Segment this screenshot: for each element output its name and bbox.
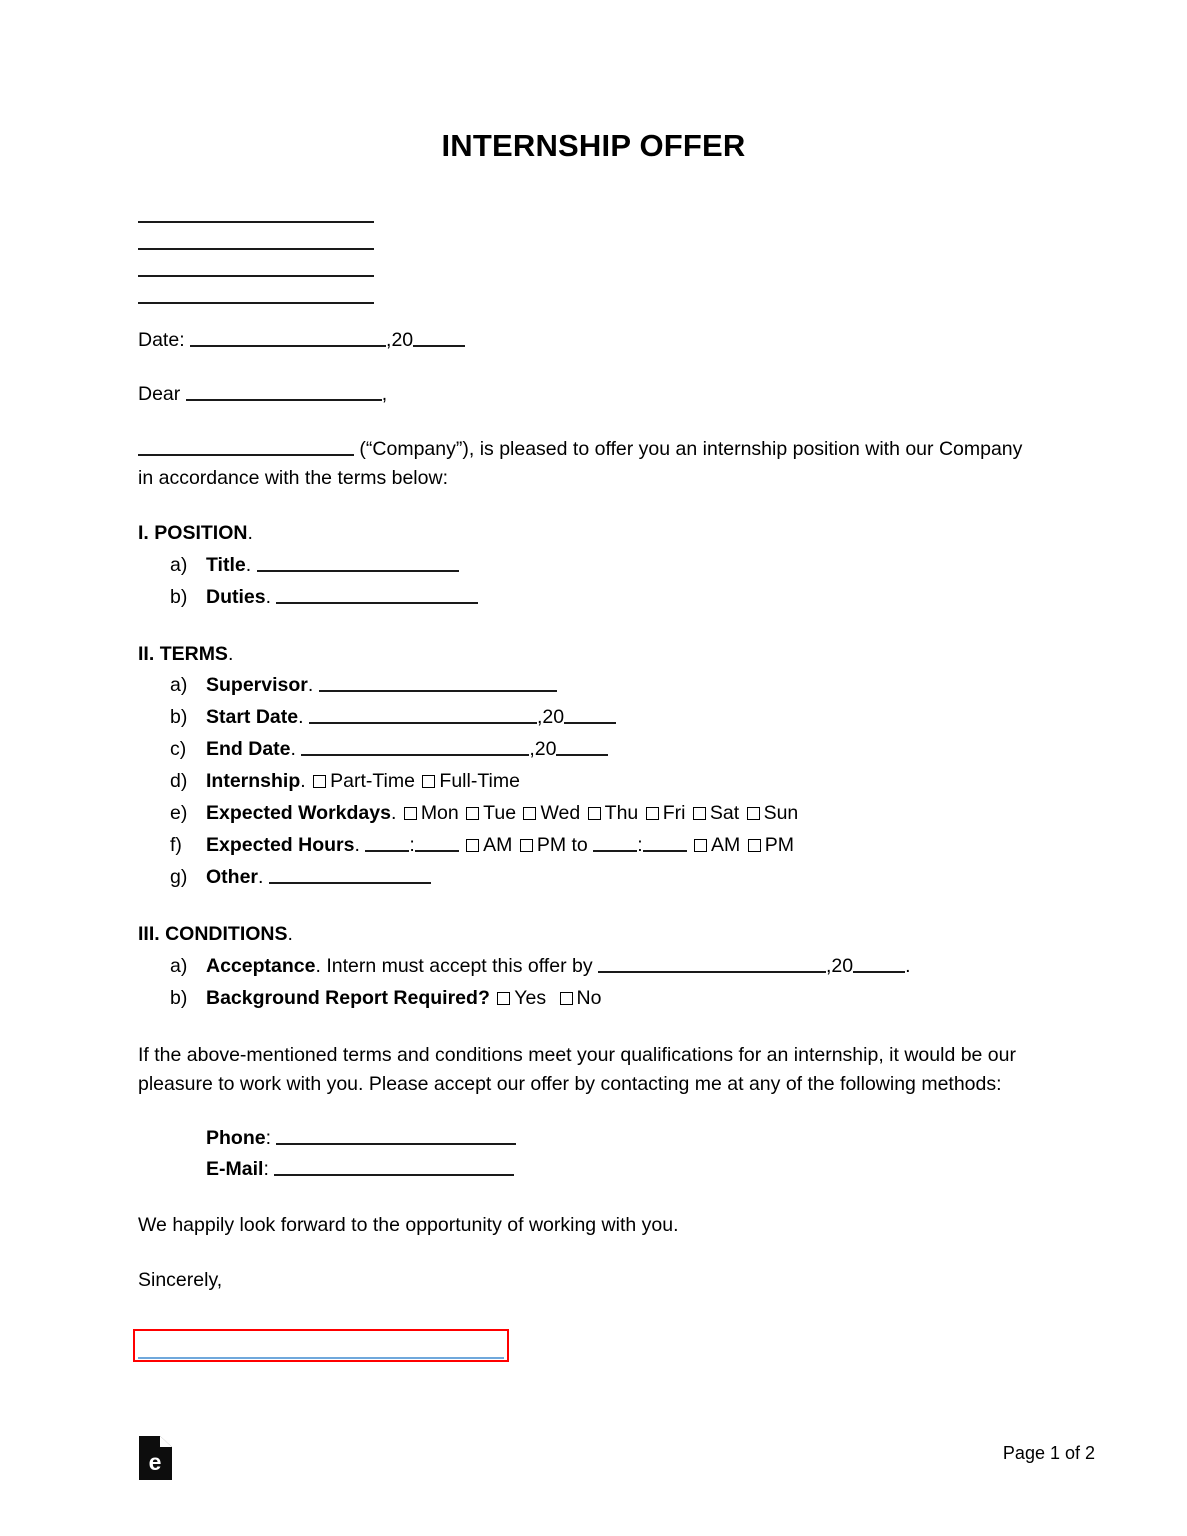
conditions-item-list (138, 951, 1038, 1015)
address-line-1[interactable] (138, 196, 374, 223)
item-marker: g) (170, 866, 188, 889)
item-label: Acceptance (206, 954, 316, 977)
item-marker: b) (170, 706, 188, 729)
checkbox-part-time[interactable] (313, 775, 326, 788)
svg-text:e: e (148, 1449, 162, 1475)
item-label: Start Date (206, 706, 299, 729)
checkbox-label-start-am: AM (483, 834, 513, 857)
acceptance-text: Intern must accept this offer by (326, 954, 593, 977)
title-input[interactable] (257, 552, 459, 572)
date-row (138, 326, 1038, 354)
email-input[interactable] (274, 1156, 514, 1176)
checkbox-start-am[interactable] (466, 839, 479, 852)
checkbox-label-sat: Sat (709, 802, 740, 825)
checkbox-background-yes[interactable] (497, 992, 510, 1005)
sender-address-block (138, 196, 1038, 304)
supervisor-input[interactable] (319, 672, 557, 692)
contact-row-phone (206, 1123, 1038, 1154)
eforms-logo-icon (139, 1436, 172, 1480)
start-date-year-prefix: ,20 (536, 706, 565, 729)
checkbox-label-fri: Fri (662, 802, 686, 825)
forward-line: We happily look forward to the opportunity of working with you. (138, 1213, 679, 1236)
checkbox-end-am[interactable] (694, 839, 707, 852)
list-item-background-report (138, 983, 1038, 1015)
item-marker: a) (170, 674, 188, 697)
company-name-input[interactable] (138, 436, 354, 456)
date-input[interactable] (190, 327, 386, 347)
time-separator-start: : (409, 834, 415, 857)
list-item-title (138, 550, 1038, 582)
item-period: . (390, 802, 397, 825)
item-marker: a) (170, 553, 188, 576)
start-hour-input[interactable] (365, 832, 409, 852)
item-label: Title (206, 553, 246, 576)
position-item-list (138, 550, 1038, 614)
closing-paragraph: If the above-mentioned terms and conditions meet your qualifications for an internship, it would be our pleasure to work with you. Please accept our offer by contacting me at any of the following methods: (138, 1043, 1016, 1095)
end-date-input[interactable] (301, 736, 529, 756)
checkbox-start-pm[interactable] (520, 839, 533, 852)
start-date-year-input[interactable] (564, 704, 616, 724)
list-item-other (138, 862, 1038, 894)
duties-input[interactable] (276, 584, 478, 604)
item-period: . (290, 738, 296, 761)
phone-input[interactable] (276, 1125, 516, 1145)
checkbox-label-wed: Wed (540, 802, 581, 825)
item-marker: b) (170, 986, 188, 1009)
item-marker: d) (170, 770, 188, 793)
sign-off: Sincerely, (138, 1268, 223, 1291)
checkbox-mon[interactable] (404, 807, 417, 820)
item-period: . (300, 770, 306, 793)
acceptance-trailing: . (905, 954, 911, 977)
salutation-row (138, 380, 1038, 408)
page-number: Page 1 of 2 (1002, 1443, 1095, 1463)
contact-row-email (206, 1154, 1038, 1185)
checkbox-background-no[interactable] (560, 992, 573, 1005)
end-date-year-prefix: ,20 (529, 738, 557, 761)
checkbox-full-time[interactable] (422, 775, 435, 788)
list-item-start-date (138, 702, 1038, 734)
other-input[interactable] (269, 864, 431, 884)
checkbox-label-sun: Sun (763, 802, 799, 825)
email-label: E-Mail (206, 1157, 264, 1180)
phone-label: Phone (206, 1127, 266, 1149)
time-separator-end: : (637, 834, 643, 857)
checkbox-label-mon: Mon (420, 802, 459, 825)
checkbox-fri[interactable] (646, 807, 659, 820)
page-title: INTERNSHIP OFFER (441, 128, 746, 163)
checkbox-label-start-pm: PM (536, 834, 567, 857)
item-period: . (315, 954, 321, 977)
spacer (138, 354, 1038, 380)
item-marker: a) (170, 954, 188, 977)
end-date-year-input[interactable] (556, 736, 608, 756)
recipient-name-input[interactable] (186, 382, 382, 402)
item-marker: f) (170, 834, 182, 857)
start-minute-input[interactable] (415, 832, 459, 852)
list-item-acceptance (138, 951, 1038, 983)
section-heading-terms (138, 640, 1038, 668)
list-item-end-date (138, 734, 1038, 766)
item-label: Background Report Required? (206, 986, 490, 1009)
section-number: III. (138, 923, 160, 946)
item-marker: e) (170, 802, 188, 825)
time-connector: to (571, 834, 588, 857)
list-item-expected-hours (138, 830, 1038, 862)
section-title: TERMS (159, 642, 228, 665)
signature-area (138, 1329, 1038, 1369)
checkbox-thu[interactable] (588, 807, 601, 820)
section-period: . (227, 642, 234, 665)
checkbox-label-no: No (576, 986, 602, 1009)
intro-text: (“Company”), is pleased to offer you an internship position with our Company in accordance with the terms below: (138, 437, 1023, 490)
salutation-comma: , (381, 383, 388, 406)
intro-paragraph (138, 435, 1038, 494)
end-hour-input[interactable] (593, 832, 637, 852)
address-line-2[interactable] (138, 223, 374, 250)
checkbox-label-end-pm: PM (764, 834, 794, 857)
contact-block (206, 1123, 1038, 1185)
section-number: II. (138, 642, 155, 665)
phone-colon: : (265, 1127, 272, 1149)
address-line-4[interactable] (138, 277, 374, 304)
date-year-input[interactable] (413, 327, 465, 347)
item-period: . (307, 674, 314, 697)
checkbox-tue[interactable] (466, 807, 479, 820)
signature-field[interactable] (133, 1329, 509, 1362)
section-title: POSITION (154, 522, 248, 545)
date-label: Date: (138, 329, 185, 351)
section-heading-conditions (138, 920, 1038, 948)
section-period: . (287, 923, 293, 946)
spacer (138, 409, 1038, 435)
start-date-input[interactable] (309, 704, 537, 724)
email-colon: : (263, 1157, 269, 1180)
acceptance-year-input[interactable] (853, 953, 905, 973)
list-item-expected-workdays (138, 798, 1038, 830)
checkbox-end-pm[interactable] (748, 839, 761, 852)
salutation-label: Dear (138, 383, 181, 406)
checkbox-label-yes: Yes (514, 986, 547, 1009)
item-label: End Date (206, 738, 291, 761)
list-item-internship-type (138, 766, 1038, 798)
item-period: . (258, 866, 264, 889)
list-item-duties (138, 582, 1038, 614)
item-marker: c) (170, 738, 187, 761)
section-heading-position (138, 519, 1038, 547)
section-title: CONDITIONS (165, 923, 288, 946)
checkbox-label-end-am: AM (711, 834, 741, 857)
item-label: Internship (206, 770, 301, 793)
checkbox-label-full-time: Full-Time (439, 770, 520, 793)
item-label: Supervisor (206, 674, 308, 697)
item-period: . (298, 706, 304, 729)
section-period: . (247, 522, 253, 545)
checkbox-label-part-time: Part-Time (330, 770, 415, 793)
item-label: Duties (206, 585, 266, 608)
item-period: . (245, 553, 252, 576)
checkbox-sat[interactable] (693, 807, 706, 820)
signature-underline (138, 1357, 504, 1359)
document-body (138, 196, 1038, 1369)
date-year-prefix: ,20 (386, 329, 414, 351)
item-period: . (354, 834, 360, 857)
list-item-supervisor (138, 670, 1038, 702)
checkbox-wed[interactable] (523, 807, 536, 820)
acceptance-date-input[interactable] (598, 953, 826, 973)
end-minute-input[interactable] (643, 832, 687, 852)
address-line-3[interactable] (138, 250, 374, 277)
checkbox-label-tue: Tue (483, 802, 517, 825)
checkbox-label-thu: Thu (604, 802, 639, 825)
terms-item-list (138, 670, 1038, 894)
item-marker: b) (170, 585, 188, 608)
section-number: I. (138, 522, 149, 545)
checkbox-sun[interactable] (747, 807, 760, 820)
item-label: Expected Hours (206, 834, 355, 857)
item-period: . (265, 585, 272, 608)
item-label: Expected Workdays (206, 802, 391, 825)
item-label: Other (206, 866, 259, 889)
acceptance-year-prefix: ,20 (826, 954, 854, 977)
